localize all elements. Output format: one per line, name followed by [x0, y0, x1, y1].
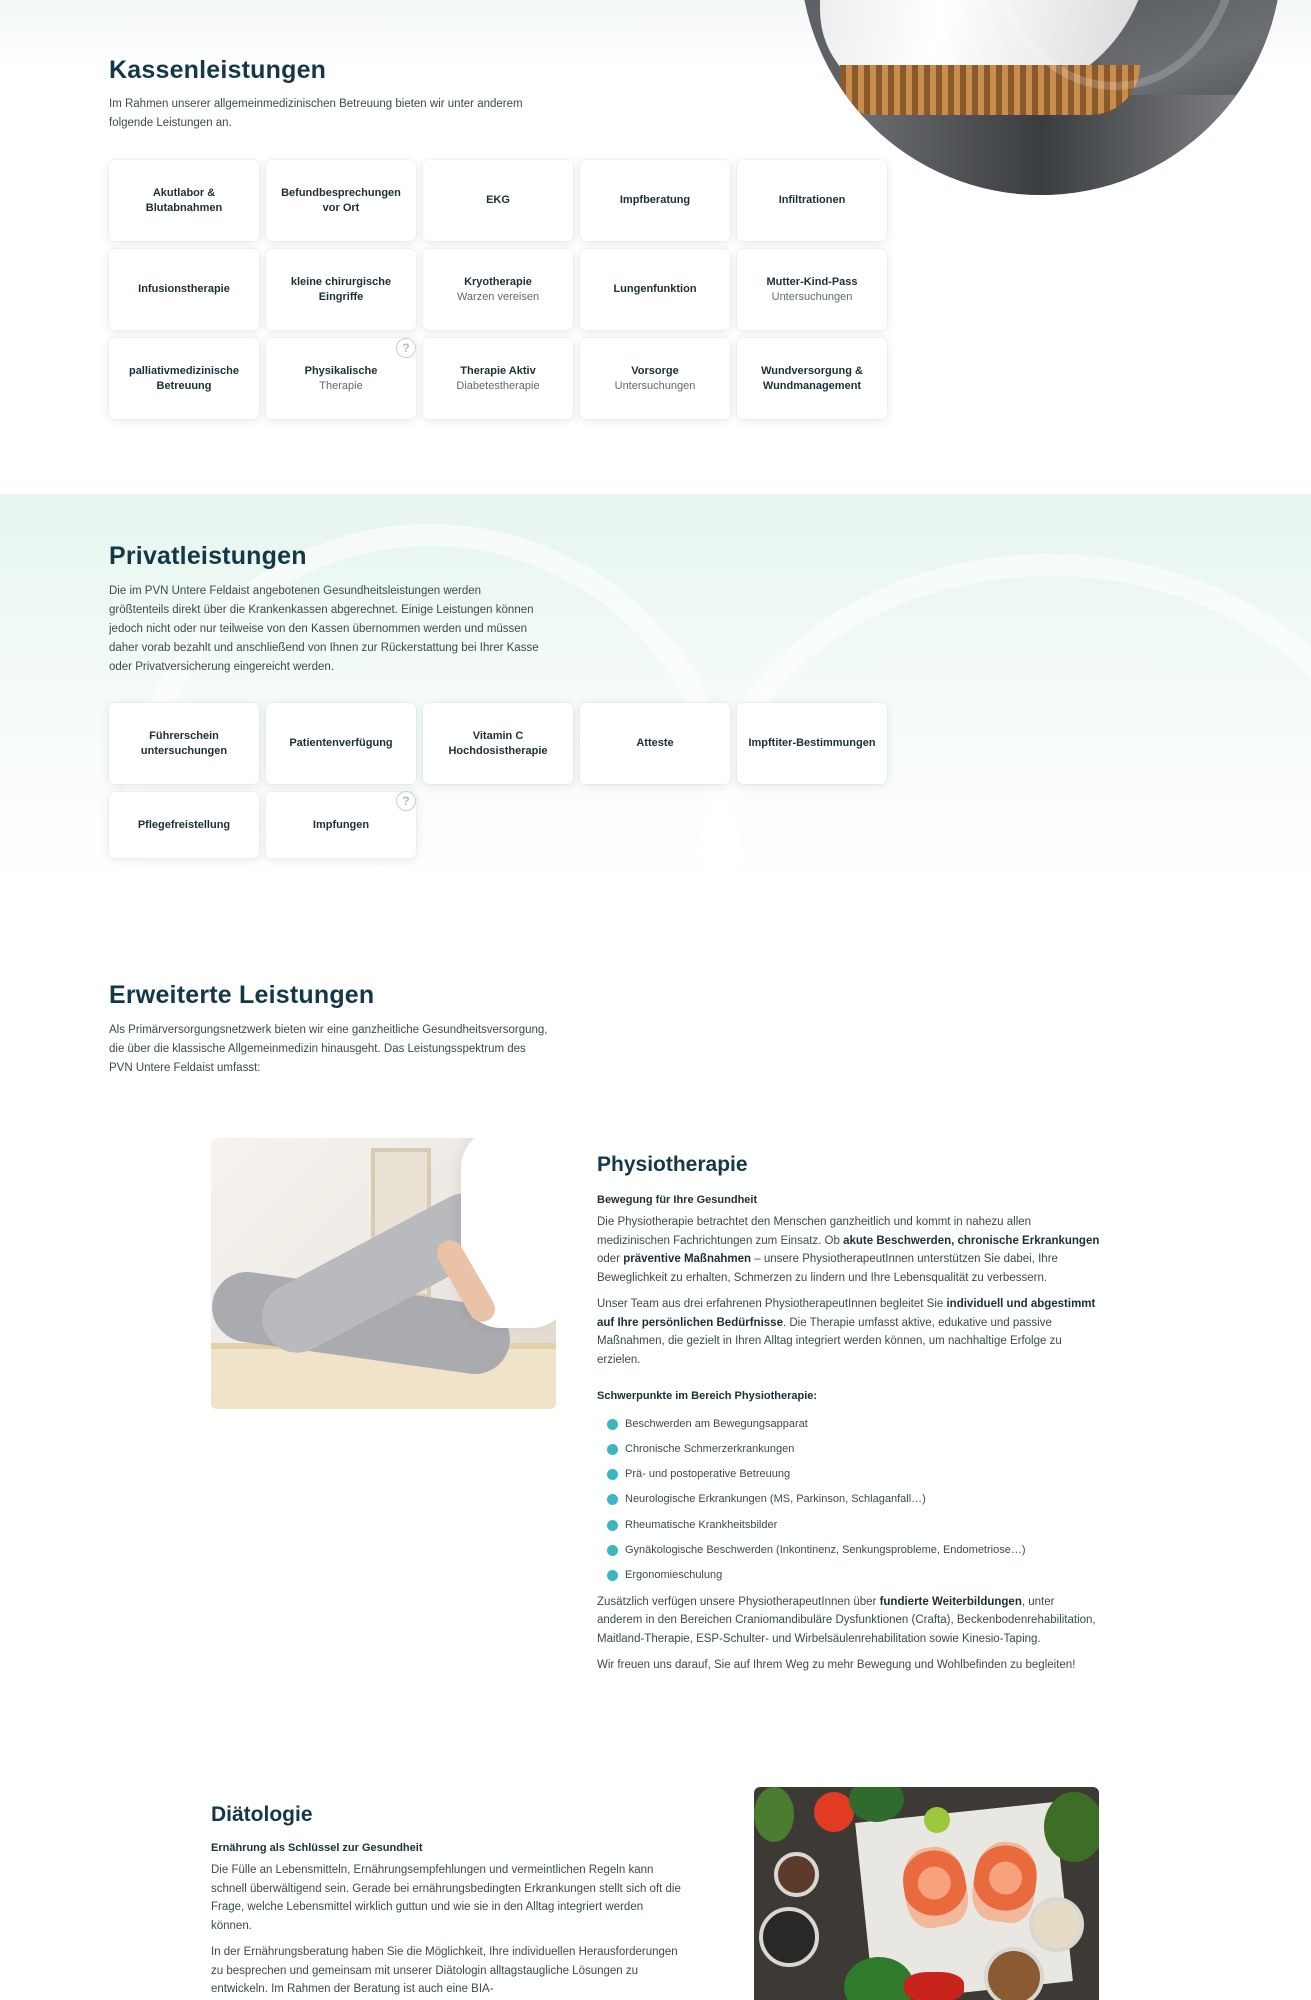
list-item [597, 1538, 1102, 1563]
privatleistungen-intro: Die im PVN Untere Feldaist angebotenen Gesundheitsleistungen werden größtenteils direkt über die Krankenkassen abgerechnet. Einige Leistungen können jedoch nicht oder nur teilweise von den Kassen übernommen werden und müssen daher vorab bezahlt und anschließend von Ihnen zur Rückerstattung bei Ihrer Kasse oder Privatversicherung eingereicht werden. [109, 585, 539, 673]
card-title: Mutter-Kind-Pass [766, 275, 858, 288]
kassenleistungen-intro: Im Rahmen unserer allgemeinmedizinischen Betreuung bieten wir unter anderem folgende Leistungen an. [109, 98, 523, 129]
physiotherapy-paragraph-3 [597, 1593, 1102, 1649]
service-card-patientenverfuegung[interactable] [266, 703, 416, 784]
card-title: Atteste [636, 737, 674, 749]
bullet-dot-icon [607, 1444, 618, 1455]
card-title: Vitamin C Hochdosistherapie [448, 729, 548, 757]
card-title: Wundversorgung & Wundmanagement [761, 364, 863, 392]
card-subtitle: Untersuchungen [614, 379, 696, 392]
service-card-impfungen[interactable] [266, 792, 416, 858]
text: Unser Team aus drei erfahrenen PhysiotherapeutInnen begleitet Sie [597, 1298, 947, 1310]
physiotherapy-block [597, 1153, 1102, 1675]
kassenleistungen-title: Kassenleistungen [109, 56, 327, 84]
list-item [597, 1513, 1102, 1538]
physiotherapy-focus-list [597, 1412, 1102, 1589]
bullet-dot-icon [607, 1545, 618, 1556]
bullet-dot-icon [607, 1520, 618, 1531]
emphasis: fundierte Weiterbildungen [879, 1595, 1022, 1608]
dietology-block [211, 1803, 681, 1999]
bullet-dot-icon [607, 1570, 618, 1581]
kassenleistungen-grid [109, 160, 887, 419]
card-title: Befundbesprechungen vor Ort [281, 186, 401, 214]
service-card-akutlabor[interactable] [109, 160, 259, 241]
card-title: Lungenfunktion [613, 283, 697, 295]
service-card-infusionstherapie[interactable] [109, 249, 259, 330]
service-card-chirurgische-eingriffe[interactable] [266, 249, 416, 330]
list-item [597, 1487, 1102, 1512]
service-card-pflegefreistellung[interactable] [109, 792, 259, 858]
card-title: kleine chirurgische Eingriffe [290, 275, 392, 303]
service-card-vitamin-c[interactable] [423, 703, 573, 784]
card-subtitle: Untersuchungen [771, 290, 853, 303]
card-subtitle: Diabetestherapie [456, 379, 540, 392]
service-card-impftiter[interactable] [737, 703, 887, 784]
physiotherapy-photo [211, 1138, 556, 1409]
service-card-lungenfunktion[interactable] [580, 249, 730, 330]
list-item-text: Beschwerden am Bewegungsapparat [625, 1417, 808, 1430]
erweiterte-leistungen-section [0, 960, 1311, 1080]
list-item-text: Prä- und postoperative Betreuung [625, 1468, 791, 1481]
service-card-impfberatung[interactable] [580, 160, 730, 241]
service-card-vorsorge[interactable] [580, 338, 730, 419]
kassenleistungen-section [0, 0, 1311, 480]
service-card-mutter-kind-pass[interactable] [737, 249, 887, 330]
card-title: Vorsorge [631, 364, 679, 377]
dietology-title: Diätologie [211, 1803, 313, 1826]
help-icon[interactable]: ? [396, 791, 416, 811]
help-icon[interactable]: ? [396, 338, 416, 358]
privatleistungen-grid [109, 703, 887, 858]
bullet-dot-icon [607, 1419, 618, 1430]
list-item [597, 1437, 1102, 1462]
card-title: Therapie Aktiv [460, 364, 536, 377]
bullet-dot-icon [607, 1469, 618, 1480]
list-item-text: Rheumatische Krankheitsbilder [625, 1518, 778, 1531]
card-title: palliativmedizinische Betreuung [128, 364, 240, 392]
physiotherapy-lead: Bewegung für Ihre Gesundheit [597, 1193, 758, 1206]
service-card-fuehrerschein[interactable] [109, 703, 259, 784]
service-card-infiltrationen[interactable] [737, 160, 887, 241]
list-item [597, 1412, 1102, 1437]
text: oder [597, 1253, 624, 1265]
card-title: Physikalische [304, 364, 378, 377]
list-item-text: Neurologische Erkrankungen (MS, Parkinson, Schlaganfall…) [625, 1493, 926, 1506]
dietology-paragraph-1: Die Fülle an Lebensmitteln, Ernährungsempfehlungen und vermeintlichen Regeln kann schnell überwältigend sein. Gerade bei ernährungsbedingten Erkrankungen stellt sich oft die Frage, welche Lebensmittel wirklich guttun und wie sie in den Alltag integriert werden können. [211, 1864, 681, 1932]
card-title: Impftiter-Bestimmungen [748, 737, 876, 749]
card-subtitle: Therapie [319, 379, 363, 392]
list-item-text: Chronische Schmerzerkrankungen [625, 1442, 795, 1455]
list-item [597, 1462, 1102, 1487]
card-title: Kryotherapie [464, 275, 532, 288]
card-title: Impfberatung [619, 194, 691, 206]
card-title: Pflegefreistellung [137, 818, 231, 831]
text: Die Physiotherapie betrachtet den Menschen ganzheitlich und kommt in nahezu allen medizinischen Fachrichtungen zum Einsatz. Ob [597, 1216, 1032, 1247]
service-card-wundversorgung[interactable] [737, 338, 887, 419]
card-title: Impfungen [312, 818, 370, 831]
card-title: Infusionstherapie [138, 283, 230, 295]
service-card-ekg[interactable] [423, 160, 573, 241]
emphasis: akute Beschwerden, chronische Erkrankungen [843, 1234, 1100, 1247]
physiotherapy-focus-title: Schwerpunkte im Bereich Physiotherapie: [597, 1390, 818, 1402]
service-card-palliativ[interactable] [109, 338, 259, 419]
card-title: EKG [486, 194, 510, 206]
service-card-physikalische-therapie[interactable] [266, 338, 416, 419]
emphasis: individuell und abgestimmt auf Ihre persönlichen Bedürfnisse [597, 1298, 1096, 1329]
text: , unter anderem in den Bereichen Craniomandibuläre Dysfunktionen (Crafta), Beckenbodenrehabilitation, Maitland-Therapie, ESP-Schulter- und Wirbelsäulenrehabilitation sowie Kinesio-Taping. [597, 1595, 1096, 1645]
erweiterte-leistungen-intro: Als Primärversorgungsnetzwerk bieten wir eine ganzheitliche Gesundheitsversorgung, die über die klassische Allgemeinmedizin hinausgeht. Das Leistungsspektrum des PVN Untere Feldaist umfasst: [109, 1024, 548, 1074]
list-item-text: Ergonomieschulung [625, 1569, 723, 1582]
privatleistungen-title: Privatleistungen [109, 542, 307, 570]
dietology-lead: Ernährung als Schlüssel zur Gesundheit [211, 1841, 423, 1854]
text: . Die Therapie umfasst aktive, edukative und passive Maßnahmen, die gezielt in Ihren Alltag integriert werden können, um nachhaltige Erfolge zu erzielen. [597, 1316, 1062, 1366]
physiotherapy-paragraph-2 [597, 1295, 1102, 1369]
list-item [597, 1563, 1102, 1588]
physiotherapy-paragraph-4: Wir freuen uns darauf, Sie auf Ihrem Weg zu mehr Bewegung und Wohlbefinden zu begleiten! [597, 1659, 1076, 1672]
emphasis: präventive Maßnahmen [623, 1253, 752, 1265]
list-item-text: Gynäkologische Beschwerden (Inkontinenz, Senkungsprobleme, Endometriose…) [625, 1543, 1026, 1556]
dietology-paragraph-2: In der Ernährungsberatung haben Sie die Möglichkeit, Ihre individuellen Herausforderungen zu besprechen und gemeinsam mit unserer Diätologin alltagstaugliche Lösungen zu entwickeln. Im Rahmen der Beratung ist auch eine BIA- [211, 1946, 678, 1995]
physiotherapy-paragraph-1 [597, 1213, 1102, 1287]
dietology-food-photo [754, 1787, 1099, 2000]
service-card-kryotherapie[interactable] [423, 249, 573, 330]
service-card-therapie-aktiv[interactable] [423, 338, 573, 419]
physiotherapy-title: Physiotherapie [597, 1153, 748, 1176]
card-title: Patientenverfügung [289, 737, 393, 749]
card-title: Akutlabor & Blutabnahmen [145, 186, 223, 214]
service-card-befundbesprechungen[interactable] [266, 160, 416, 241]
card-subtitle: Warzen vereisen [456, 290, 540, 303]
erweiterte-leistungen-title: Erweiterte Leistungen [109, 981, 375, 1009]
privatleistungen-section [0, 494, 1311, 894]
bullet-dot-icon [607, 1494, 618, 1505]
card-title: Infiltrationen [778, 194, 846, 206]
text: – unsere PhysiotherapeutInnen unterstützen Sie dabei, Ihre Beweglichkeit zu erhalten, Schmerzen zu lindern und Ihre Lebensqualität zu verbessern. [597, 1253, 1058, 1284]
card-title: Führerschein untersuchungen [140, 729, 228, 757]
text: Zusätzlich verfügen unsere PhysiotherapeutInnen über [597, 1595, 880, 1608]
service-card-atteste[interactable] [580, 703, 730, 784]
